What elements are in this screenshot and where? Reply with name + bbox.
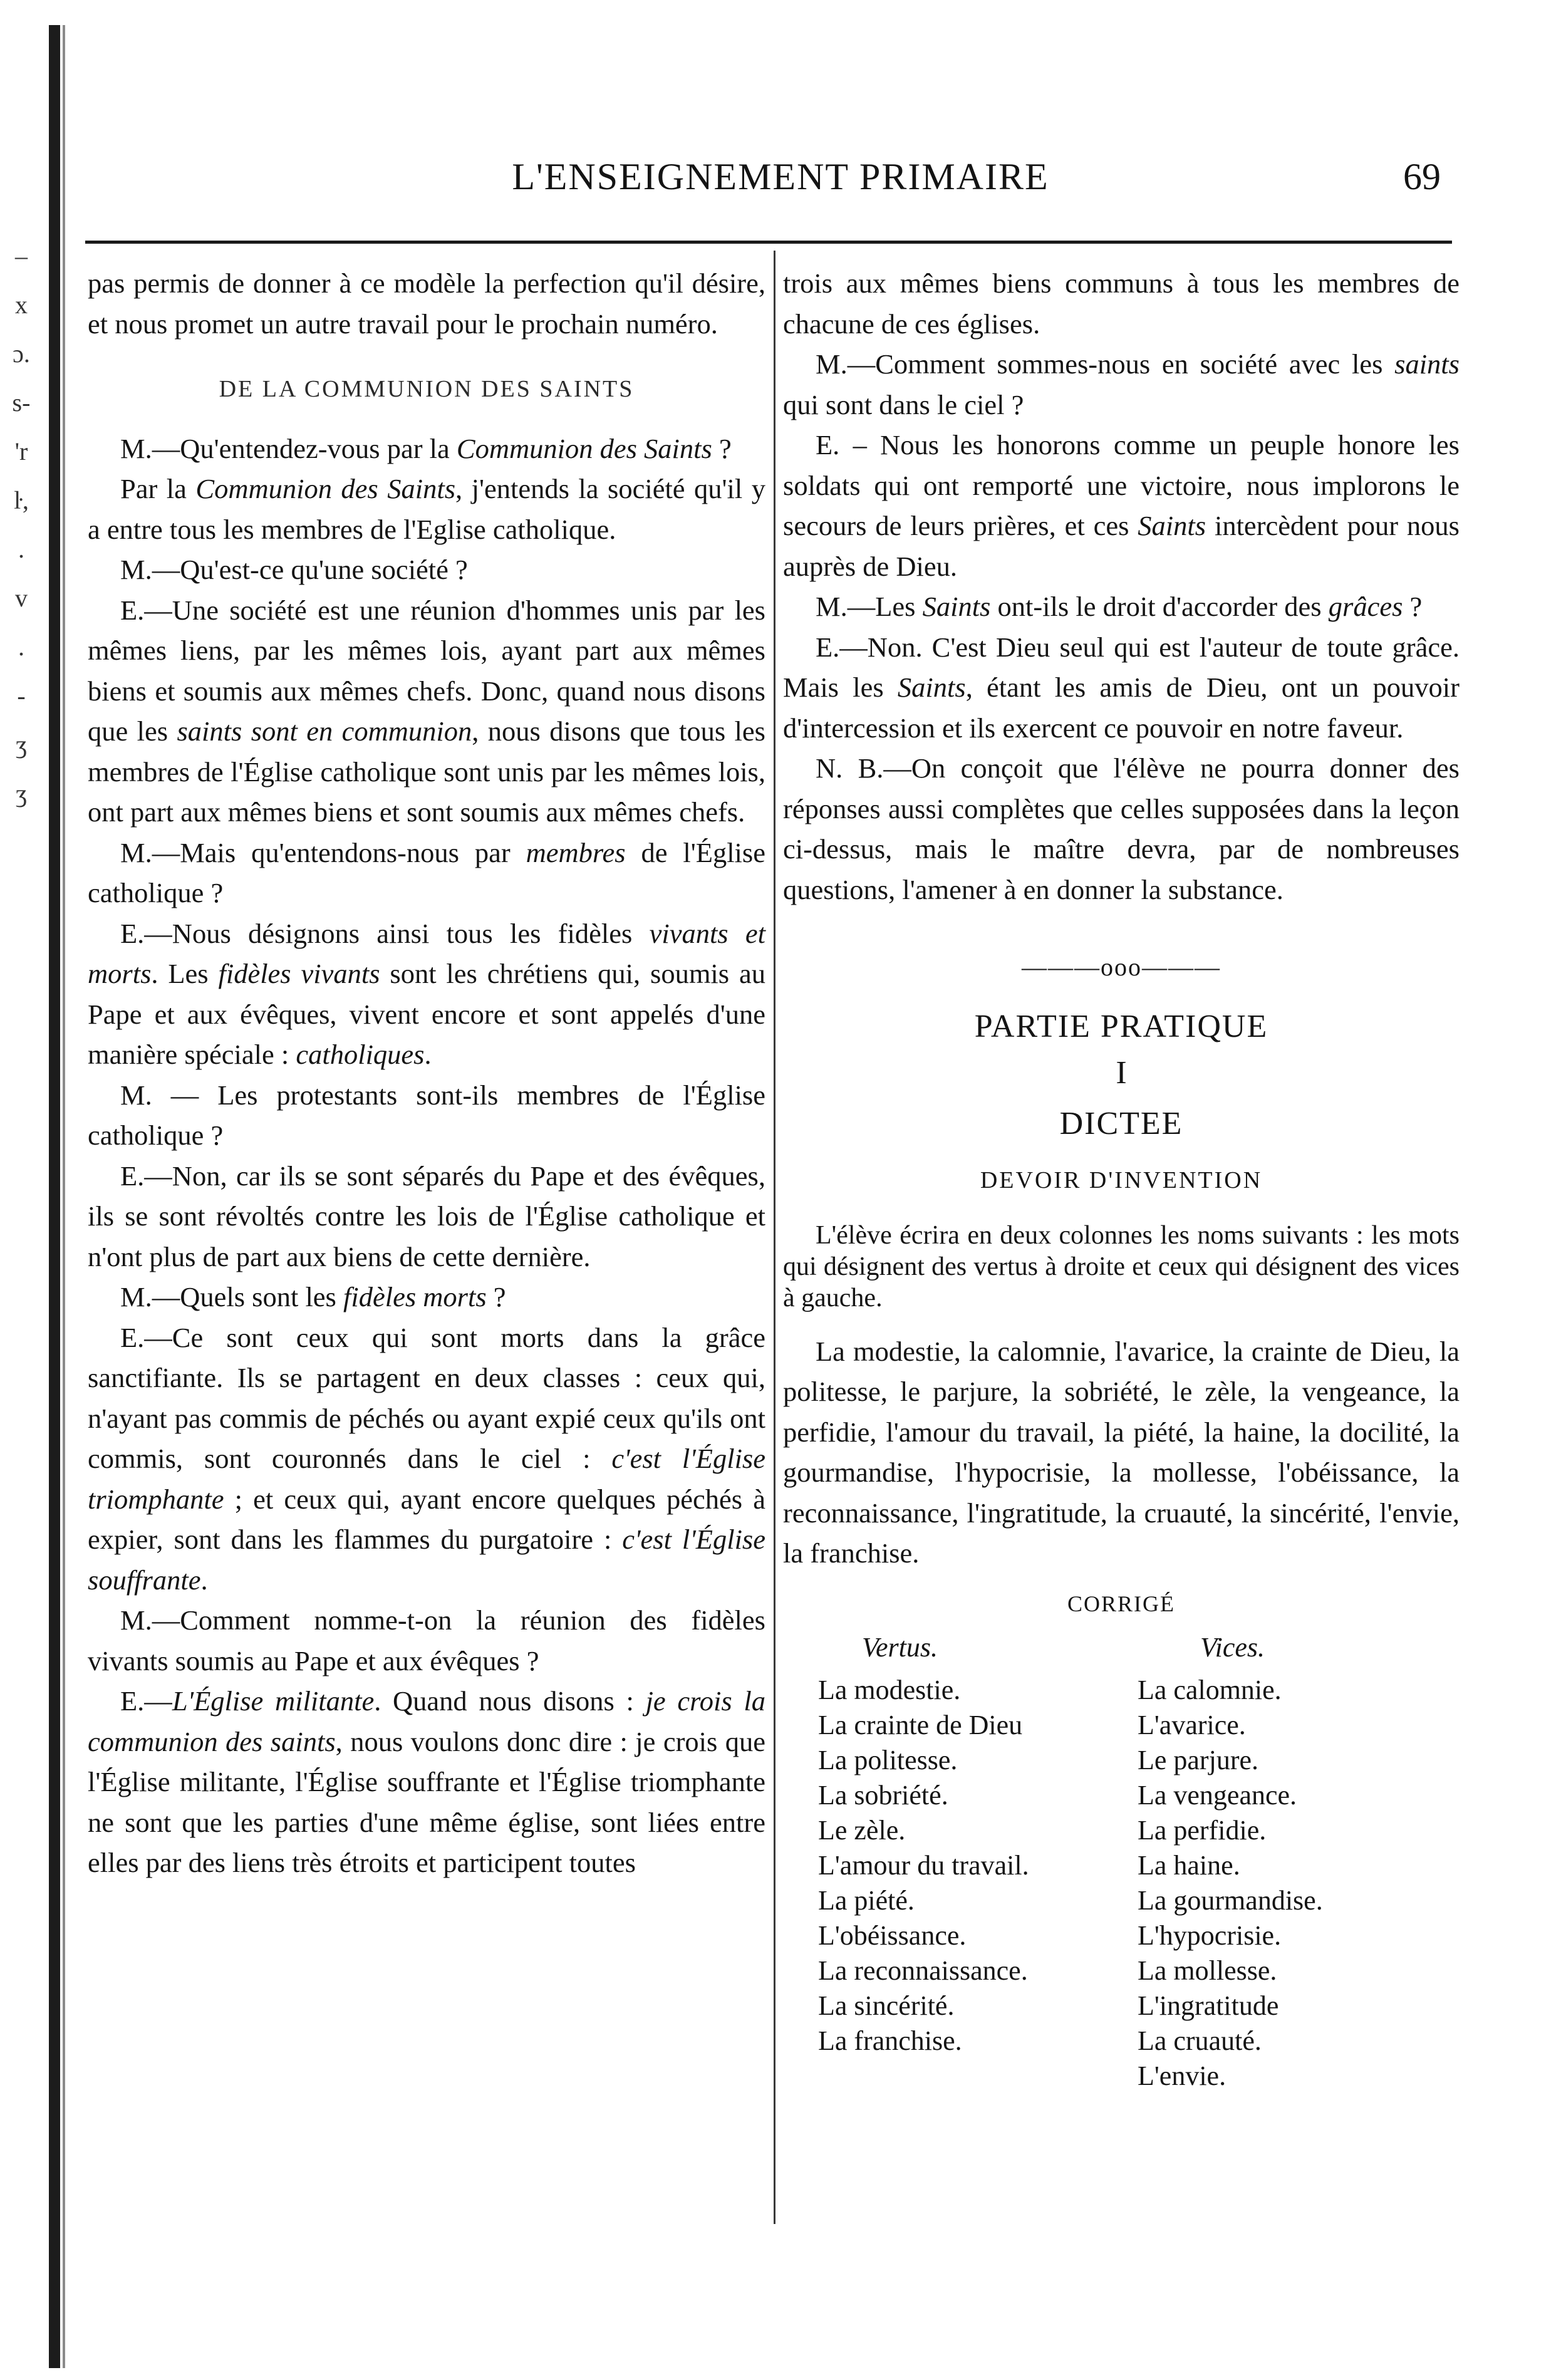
paragraph: trois aux mêmes biens communs à tous les membres de chacune de ces églises. [783, 268, 1460, 340]
list-item: L'envie. [1138, 2060, 1226, 2091]
list-item: La mollesse. [1138, 1955, 1277, 1986]
list-item: La vengeance. [1138, 1780, 1297, 1811]
list-item: La franchise. [818, 2025, 962, 2056]
part-title: PARTIE PRATIQUE [974, 1008, 1268, 1044]
list-item: La sincérité. [818, 1990, 955, 2021]
list-item: La politesse. [818, 1745, 958, 1775]
dictation-title: DICTEE [1059, 1105, 1183, 1141]
answer: E.—Non, car ils se sont séparés du Pape et des évêques, ils se sont révoltés contre les lois de l'Église catholique et n'ont plus de part aux biens de cette dernière. [88, 1160, 765, 1272]
question: M.—Les Saints ont-ils le droit d'accorder des grâces ? [816, 591, 1423, 622]
margin-mark: . [18, 535, 24, 563]
margin-marks [3, 232, 40, 818]
question: M.—Mais qu'entendons-nous par membres de l'Église catholique ? [88, 836, 765, 908]
exercise-text: La modestie, la calomnie, l'avarice, la crainte de Dieu, la politesse, le parjure, la sobriété, le zèle, la vengeance, la perfidie, l'amour du travail, la piété, la haine, la docilité, la gourmandise, l'hypocrisie, la mollesse, l'obéissance, la reconnaissance, l'ingratitude, la cruauté, la sincérité, l'envie, la franchise. [783, 1335, 1460, 1569]
list-item: L'avarice. [1138, 1710, 1246, 1740]
list-item: La piété. [818, 1885, 915, 1916]
question: M.—Comment sommes-nous en société avec les saints qui sont dans le ciel ? [783, 348, 1460, 420]
running-title: L'ENSEIGNEMENT PRIMAIRE [512, 156, 1049, 197]
margin-mark: – [15, 242, 28, 270]
list-item: La modestie. [818, 1675, 961, 1705]
list-item: L'ingratitude [1138, 1990, 1279, 2021]
answer: E.—Ce sont ceux qui sont morts dans la grâce sanctifiante. Ils se partagent en deux classes : ceux qui, n'ayant pas commis de péchés ou ayant expié ceux qu'ils ont commis, sont couronnés dans le ciel : c'est l'Église triomphante ; et ceux qui, ayant encore quelques péchés à expier, sont dans les flammes du purgatoire : c'est l'Église souffrante. [88, 1321, 766, 1596]
margin-mark: . [18, 633, 24, 661]
part-number: I [1116, 1055, 1127, 1091]
header-rule [85, 241, 1452, 244]
margin-mark: x [15, 291, 28, 319]
list-item: L'hypocrisie. [1138, 1920, 1282, 1951]
margin-mark: - [17, 682, 26, 710]
list-item: L'obéissance. [818, 1920, 967, 1951]
answer: E.—L'Église militante. Quand nous disons : je crois la communion des saints, nous voulons donc dire : je crois que l'Église militante, l'Église souffrante et l'Église triomphante ne sont que les parties d'une même église, sont liées entre elles par des liens très étroits et participent toutes [88, 1685, 766, 1878]
list-item: L'amour du travail. [818, 1850, 1029, 1881]
answer: E.—Non. C'est Dieu seul qui est l'auteur de toute grâce. Mais les Saints, étant les amis de Dieu, ont un pouvoir d'intercession et ils exercent ce pouvoir en notre faveur. [783, 631, 1460, 744]
answer: E.—Une société est une réunion d'hommes unis par les mêmes liens, par les mêmes lois, ayant part aux mêmes biens et soumis aux mêmes chefs. Donc, quand nous disons que les saints sont en communion, nous disons que tous les membres de l'Église catholique sont unis par les mêmes lois, ont part aux mêmes biens et sont soumis aux mêmes chefs. [88, 594, 765, 828]
margin-mark: ɔ. [13, 340, 30, 368]
margin-mark: ŀ, [14, 486, 29, 514]
question: M.—Qu'entendez-vous par la Communion des Saints ? [120, 432, 732, 464]
question: M. — Les protestants sont-ils membres de l'Église catholique ? [88, 1079, 765, 1151]
section-title: DE LA COMMUNION DES SAINTS [219, 376, 635, 402]
answer: Par la Communion des Saints, j'entends la société qu'il y a entre tous les membres de l'Eglise catholique. [88, 473, 765, 545]
list-item: Le parjure. [1138, 1745, 1258, 1775]
section-separator: ———ooo——— [1022, 953, 1221, 981]
binding-edge [49, 25, 60, 2368]
list-item: La reconnaissance. [818, 1955, 1028, 1986]
list-item: La haine. [1138, 1850, 1240, 1881]
left-column [88, 263, 765, 1883]
vices-heading: Vices. [1200, 1632, 1265, 1663]
list-item: La sobriété. [818, 1780, 948, 1811]
note: N. B.—On conçoit que l'élève ne pourra donner des réponses aussi complètes que celles supposées dans la leçon ci-dessus, mais le maître devra, par de nombreuses questions, l'amener à en donner la substance. [783, 752, 1460, 905]
virtues-heading: Vertus. [862, 1632, 938, 1663]
list-item: La crainte de Dieu [818, 1710, 1023, 1740]
column-divider [774, 251, 775, 2224]
right-column [783, 263, 1460, 2094]
question: M.—Qu'est-ce qu'une société ? [120, 554, 468, 585]
list-item: Le zèle. [818, 1815, 906, 1846]
answer: E.—Nous désignons ainsi tous les fidèles vivants et morts. Les fidèles vivants sont les chrétiens qui, soumis au Pape et aux évêques, vivent encore et sont appelés d'une manière spéciale : catholiques. [88, 917, 765, 1070]
page-number: 69 [1403, 156, 1441, 197]
binding-edge-shadow [63, 25, 65, 2368]
corrige-table [818, 1630, 1432, 2094]
list-item: La cruauté. [1138, 2025, 1262, 2056]
corrige-title: CORRIGÉ [1067, 1591, 1175, 1616]
virtues-column [818, 1630, 1112, 2094]
paragraph: pas permis de donner à ce modèle la perfection qu'il désire, et nous promet un autre travail pour le prochain numéro. [88, 268, 765, 340]
exercise-instructions: L'élève écrira en deux colonnes les noms suivants : les mots qui désignent des vertus à droite et ceux qui désignent des vices à gauche. [783, 1220, 1460, 1312]
vices-column [1112, 1630, 1432, 2094]
margin-mark: s- [12, 388, 31, 417]
exercise-subtitle: DEVOIR D'INVENTION [980, 1167, 1263, 1193]
margin-mark: ʒ [16, 779, 27, 808]
list-item: La calomnie. [1138, 1675, 1282, 1705]
answer: E. – Nous les honorons comme un peuple honore les soldats qui ont remporté une victoire, nous implorons le secours de leurs prières, et ces Saints intercèdent pour nous auprès de Dieu. [783, 429, 1460, 582]
margin-mark: ʒ [16, 730, 27, 759]
list-item: La perfidie. [1138, 1815, 1267, 1846]
question: M.—Comment nomme-t-on la réunion des fidèles vivants soumis au Pape et aux évêques ? [88, 1604, 765, 1676]
question: M.—Quels sont les fidèles morts ? [120, 1281, 506, 1312]
margin-mark: v [15, 584, 28, 612]
list-item: La gourmandise. [1138, 1885, 1323, 1916]
margin-mark: 'r [14, 437, 28, 465]
